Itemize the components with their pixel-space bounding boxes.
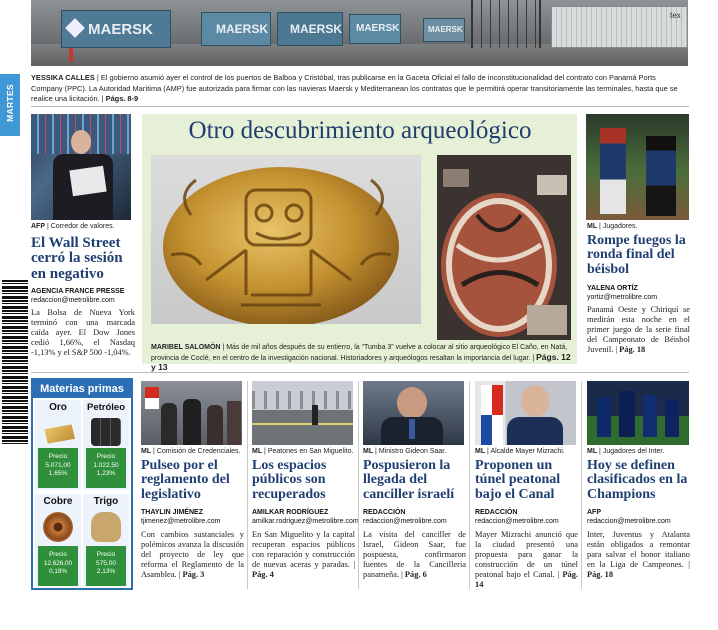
beisbol-body: Panamá Oeste y Chiriquí se medirán esta noche en el primer juego de la serie final del Campeonato de Béisbol Juvenil. | Pág. 18 [587,305,690,354]
wallstreet-body: La Bolsa de Nueva York terminó con una marcada caída ayer. El Dow Jones cedió 1,66%, el Nasdaq -1,13% y el S&P 500 -1,04%. [31,308,135,357]
materia-name: Petróleo [86,402,125,413]
story-byline: AFP redaccion@metrolibre.com [587,509,671,525]
white-container [551,6,688,48]
wheat-sack-icon [91,512,121,542]
beisbol-photo [586,114,689,220]
story-byline: AMILKAR RODRÍGUEZ amilkar.rodriguez@metrolibre.com [252,509,359,525]
gold-disc-icon [151,155,421,324]
container-logo-text: MAERSK [290,22,343,36]
story-body: En San Miguelito y la capital recuperan espacios públicos con reparación y construcción de nuevas aceras y paradas. | Pág. 4 [252,530,355,579]
container-logo-text: MAERSK [428,25,463,34]
story-body: Con cambios sustanciales y polémicos avanza la discusión del proyecto de ley que reforma el Reglamento de la Asamblea. | Pág. 3 [141,530,244,579]
story-byline: THAYLIN JIMÉNEZ tjimenez@metrolibre.com [141,509,221,525]
beisbol-caption: ML | Jugadores. [587,223,638,230]
materia-petroleo [83,400,129,490]
story-byline: REDACCIÓN redaccion@metrolibre.com [475,509,559,525]
story-photo-saar [363,381,464,445]
materia-oro [35,400,81,490]
container-label-text: tex [670,11,681,20]
top-photo-containers [31,0,688,66]
story-caption: ML | Alcalde Mayer Mizrachi. [475,448,565,455]
beisbol-headline: Rompe fuegos la ronda final del béisbol [587,233,686,277]
top-story-text: YESSIKA CALLES | El gobierno asumió ayer el control de los puertos de Balboa y Cristóbal, tras publicarse en la Gaceta Oficial el fallo de inconstitucionalidad del contrato con Panamá Ports Company (PPC). La Autoridad Marítima (AMP) fue autorizada para firmar con las navieras Maersk y Mediterranean los contratos que le permitirá operar transitoriamente las terminales, hasta que se realice una licitación. | Págs. 8-9 [31,73,678,103]
story-photo-inter [587,381,689,445]
story-headline: Hoy se definen clasificados en la Champions [587,458,688,502]
oil-barrels-icon [91,418,121,446]
container-3 [277,12,343,46]
container-logo-text: MAERSK [356,23,400,34]
price-box: Precio 12.626,00 0,18% [38,546,78,586]
wallstreet-caption: AFP | Corredor de valores. [31,223,115,230]
story-headline: Proponen un túnel peatonal bajo el Canal [475,458,561,502]
trader-head [71,130,91,154]
gold-bars-icon [41,422,75,446]
story-caption: ML | Jugadores del Inter. [587,448,665,455]
story-caption: ML | Peatones en San Miguelito. [252,448,354,455]
top-story-pages: Págs. 8-9 [105,94,139,103]
story-caption: ML | Comisión de Credenciales. [141,448,241,455]
container-5 [423,18,465,42]
pottery-photo [437,155,571,340]
materia-name: Cobre [43,496,73,507]
wallstreet-headline: El Wall Street cerró la sesión en negativo [31,235,123,282]
barcode [2,280,28,446]
price-box: Precio 5.071,00 1,65% [38,448,78,488]
story-body: La visita del canciller de Israel, Gideon Saar, fue pospuesta, confirmaron fuentes de la Cancillería panameña. | Pág. 6 [363,530,466,579]
story-caption: ML | Ministro Gideon Saar. [363,448,447,455]
wallstreet-photo [31,114,131,220]
materia-name: Oro [49,402,67,413]
container-4 [349,14,401,44]
story-body: Inter, Juventus y Atalanta están obligados a remontar para salvar el honor italiano en la Liga de Campeones. | Pág. 18 [587,530,690,579]
story-headline: Los espacios públicos son recuperados [252,458,327,502]
story-photo-asamblea [141,381,242,445]
materias-title: Materias primas [33,380,131,398]
materia-cobre [35,494,81,586]
price-box: Precio 575,00 2,13% [86,546,126,586]
beisbol-byline: YALENA ORTÍZ yortiz@metrolibre.com [587,285,658,301]
price-box: Precio 1.022,50 1,23% [86,448,126,488]
copper-coil-icon [43,512,73,542]
weekday-label: MARTES [5,84,15,122]
story-photo-street [252,381,353,445]
top-story-summary: El gobierno asumió ayer el control de los puertos de Balboa y Cristóbal, tras publicarse en la Gaceta Oficial el fallo de inconstitucionalidad del contrato con Panamá Ports Company (PPC). La Autoridad Marítima (AMP) fue autorizada para firmar con las navieras Maersk y Mediterranean los contratos que le permitirá operar transitoriamente las terminales, hasta que se realice una licitación. [31,73,678,103]
container-logo-text: MAERSK [88,21,154,38]
story-photo-mizrachi [475,381,576,445]
story-headline: Pulseo por el reglamento del legislativo [141,458,230,502]
container-logo-text: MAERSK [216,22,269,36]
container-1 [61,10,171,48]
pottery-icon [437,155,571,340]
arqueo-headline: Otro descubrimiento arqueológico [188,117,532,144]
top-story-author: YESSIKA CALLES [31,73,95,82]
container-2 [201,12,271,46]
story-headline: Pospusieron la llegada del canciller israelí [363,458,455,502]
materia-trigo [83,494,129,586]
story-byline: REDACCIÓN redaccion@metrolibre.com [363,509,447,525]
arqueo-caption: MARIBEL SALOMÓN | Más de mil años después de su entierro, la “Tumba 3” vuelve a colocar al sitio arqueológico El Caño, en Natá, provincia de Coclé, en el centro de la investigación nacional. Historiadores y arqueólogos resaltan la importancia del lugar. | Págs. 12 y 13 [151,344,571,372]
crane-structure [471,0,541,48]
player-1 [600,128,626,214]
weekday-tab [0,74,20,136]
gold-artifact-photo [151,155,421,324]
materia-name: Trigo [93,496,119,507]
player-2 [646,136,676,216]
wallstreet-byline: AGENCIA FRANCE PRESSE redaccion@metrolibre.com [31,288,125,304]
story-body: Mayer Mizrachi anunció que la ciudad presentó una propuesta para ganar la construcción de un túnel peatonal bajo el Canal. | Pág. 14 [475,530,578,589]
